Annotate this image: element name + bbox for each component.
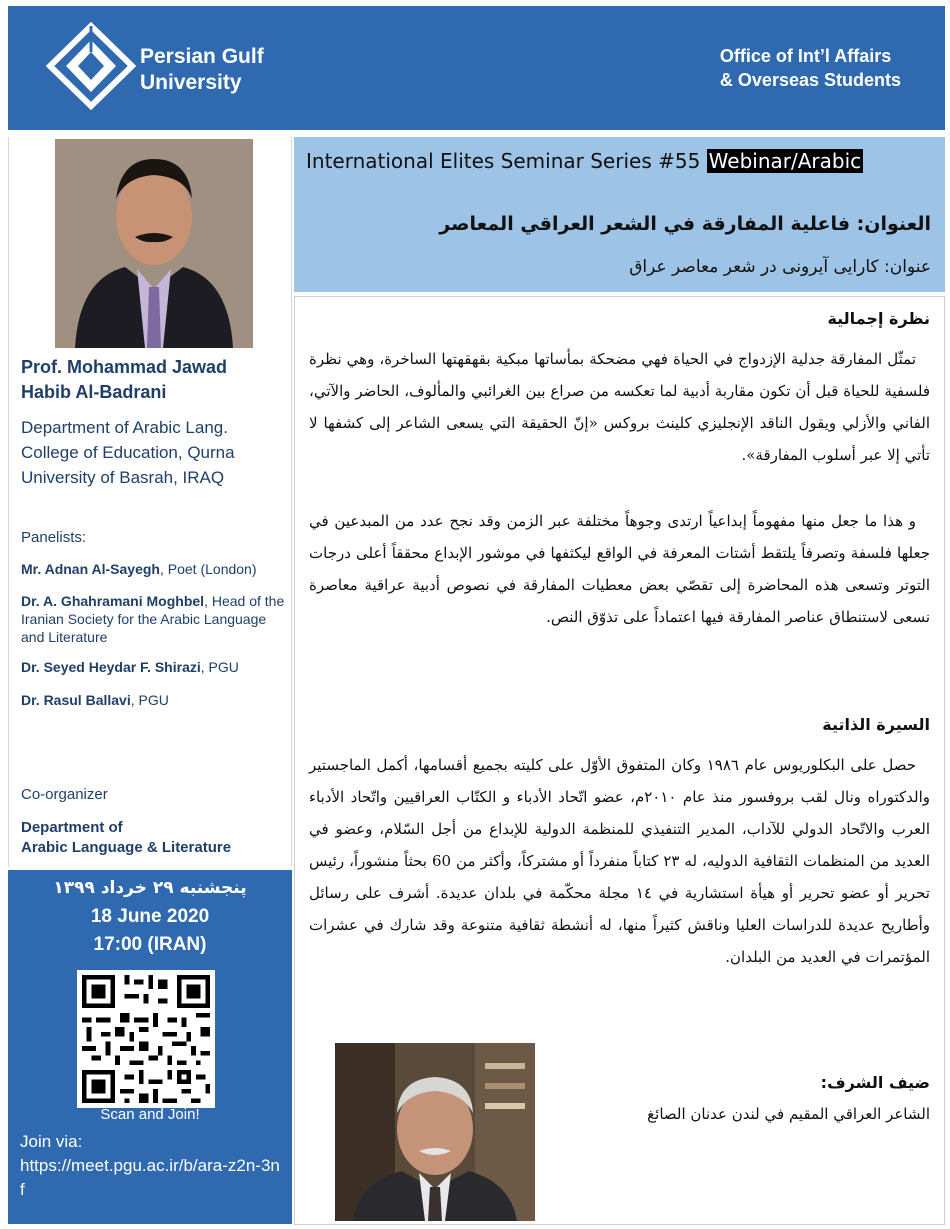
guest-photo: [335, 1043, 535, 1221]
bio-paragraph: حصل على البكلوريوس عام ١٩٨٦ وكان المتفوق الأوّل على كليته بجميع أقسامها، أكمل الماجستير والدكتوراه ونال لقب بروفسور منذ عام ٢٠١٠م، عضو اتّحاد الأدباء و الكتّاب العراقيين واتّحاد الأدباء العرب والاتّحاد الدولي للآداب، المدير التنفيذي للمنظمة الدولية للإبداع من أجل السّلام، وعضو في العديد من المنظمات الثقافية الدوليه، له ٢٣ كتاباً منفرداً أو مشتركاً، وأكثر من 60 بحثاً منشوراً، رئيس تحرير أو عضو تحرير أو هيأة استشارية في ١٤ مجلة محكّمة في بلدان عديدة. أشرف على رسائل وأطاريح عديدة للدراسات العليا وناقش كثيراً منها، له أنشطة ثقافية متنوعة وقد شارك في عشرات المؤتمرات في العديد من البلدان.: [309, 756, 931, 966]
brand-line2: University: [140, 71, 242, 94]
event-time: 17:00 (IRAN): [93, 934, 207, 955]
panelist-note: , PGU: [200, 659, 239, 675]
panelist-note: , PGU: [130, 692, 169, 708]
panelist-note: , Poet (London): [159, 561, 257, 577]
series-text: International Elites Seminar Series #55: [306, 149, 707, 173]
panelist: [21, 592, 291, 646]
panelist-name: Dr. Seyed Heydar F. Shirazi: [21, 659, 201, 675]
speaker-affiliation: [21, 415, 235, 490]
overview-paragraph-2: و هذا ما جعل منها مفهوماً إبداعياً ارتدى وجوهاً مختلفة عبر الزمن وقد نجح عدد من المبدعين في جعلها فلسفة وتصرفاً يلتقط أشتات المعرفة في الواقع ليكثفها في موشور الإبداع محققاً أعلى درجات التوتر وتسعى هذه المحاضرة إلى تقصّي بعض معطيات المفارقة في نصوص أدبية عراقية معاصرة نسعى لاستنطاق عناصر المفارقة فيها اعتماداً على تذوّق النص.: [309, 512, 930, 626]
university-logo: [46, 22, 136, 110]
speaker-photo: [55, 139, 253, 348]
guest-heading: ضيف الشرف:: [820, 1073, 930, 1092]
title-persian: عنوان: کارایی آیرونی در شعر معاصر عراق: [629, 257, 931, 277]
header-banner: [8, 6, 945, 130]
webinar-badge: Webinar/Arabic: [708, 149, 862, 173]
content-panel: [294, 296, 945, 1225]
panelist: [21, 691, 291, 709]
panelist-name: Dr. A. Ghahramani Moghbel: [21, 593, 205, 609]
speaker-name-line2: Habib Al-Badrani: [21, 382, 167, 402]
coorganizer-name: [21, 818, 231, 858]
affiliation-line3: University of Basrah, IRAQ: [21, 468, 225, 487]
overview-paragraph-1: تمثّل المفارقة جدلية الإزدواج في الحياة فهي مضحكة بمأساتها مبكية بقهقهتها الساخرة، وهي نظرة فلسفية للحياة قبل أن تكون مقاربة أدبية لما تعكسه من صراع بين الغرائبي والمألوف، الحاضر والآتي، الفاني والأزلي ويقول الناقد الإنجليزي كلينث بروكس «إنّ الحقيقة التي يسعى الشاعر إلى كشفها لا تأتي إلا عبر أسلوب المفارقة».: [309, 350, 930, 464]
office-line1: Office of Int’l Affairs: [719, 46, 892, 66]
coorganizer-line2: Arabic Language & Literature: [21, 839, 232, 856]
coorganizer-line1: Department of: [21, 819, 123, 836]
university-name: [140, 44, 264, 96]
join-label: Join via:: [20, 1132, 83, 1151]
series-title: [306, 149, 863, 173]
affiliation-line2: College of Education, Qurna: [21, 443, 235, 462]
event-info-panel: [8, 870, 292, 1224]
panelist-name: Mr. Adnan Al-Sayegh: [21, 561, 160, 577]
speaker-panel: [8, 137, 292, 867]
panelist-name: Dr. Rasul Ballavi: [21, 692, 131, 708]
overview-heading: نظرة إجمالية: [827, 309, 930, 328]
office-name: [720, 44, 901, 92]
panelists-heading: Panelists:: [21, 529, 87, 546]
title-panel: [294, 137, 945, 292]
join-link[interactable]: https://meet.pgu.ac.ir/b/ara-z2n-3nf: [20, 1156, 280, 1199]
guest-name: الشاعر العراقي المقيم في لندن عدنان الصائغ: [647, 1105, 930, 1123]
panelist: [21, 658, 291, 676]
bio-heading: السيرة الذاتية: [822, 715, 930, 734]
office-line2: & Overseas Students: [719, 70, 901, 90]
speaker-name-line1: Prof. Mohammad Jawad: [21, 357, 228, 377]
title-arabic: العنوان: فاعلية المفارقة في الشعر العراقي المعاصر: [439, 213, 931, 235]
speaker-name: [21, 355, 227, 405]
event-date-persian: پنجشنبه ۲۹ خرداد ۱۳۹۹: [53, 878, 247, 898]
affiliation-line1: Department of Arabic Lang.: [21, 418, 228, 437]
qr-code[interactable]: [77, 970, 215, 1108]
brand-line1: Persian Gulf: [140, 45, 264, 68]
panelist-note: , Head of the Iranian Society for the Arabic Language and Literature: [21, 593, 285, 645]
scan-caption: Scan and Join!: [100, 1106, 200, 1123]
coorganizer-heading: Co-organizer: [21, 786, 108, 803]
event-date: 18 June 2020: [90, 906, 210, 927]
panelist: [21, 560, 291, 578]
